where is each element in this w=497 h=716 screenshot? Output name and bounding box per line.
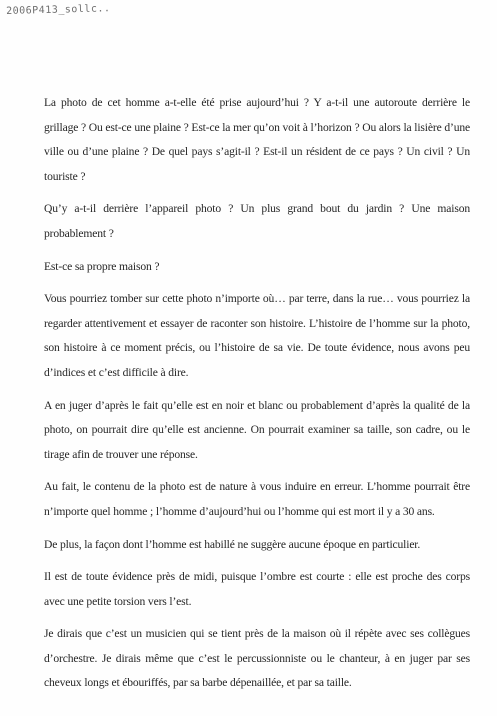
paragraph-2: Qu’y a-t-il derrière l’appareil photo ? Un plus grand bout du jardin ? Une maison probablement ? <box>44 202 470 240</box>
handwritten-document-code: 2006P413_sollc.. <box>6 3 111 17</box>
paragraph-7: De plus, la façon dont l’homme est habillé ne suggère aucune époque en particulier. <box>44 537 421 551</box>
paragraph-8: Il est de toute évidence près de midi, puisque l’ombre est courte : elle est proche des corps avec une petite torsion vers l’est. <box>44 570 470 608</box>
paragraph-1: La photo de cet homme a-t-elle été prise aujourd’hui ? Y a-t-il une autoroute derrière le grillage ? Ou est-ce une plaine ? Est-ce la mer qu’on voit à l’horizon ? Ou alors la lisière d’une ville ou d’une plaine ? De quel pays s’agit-il ? Est-il un résident de ce pays ? Un civil ? Un touriste ? <box>44 96 470 183</box>
body-text <box>44 91 470 704</box>
paragraph-5: A en juger d’après le fait qu’elle est en noir et blanc ou probablement d’après la qualité de la photo, on pourrait dire qu’elle est ancienne. On pourrait examiner sa taille, son cadre, ou le tirage afin de trouver une réponse. <box>44 398 470 461</box>
paragraph-4: Vous pourriez tomber sur cette photo n’importe où… par terre, dans la rue… vous pourriez la regarder attentivement et essayer de raconter son histoire. L’histoire de l’homme sur la photo, son histoire à ce moment précis, ou l’histoire de sa vie. De toute évidence, nous avons peu d’indices et c’est difficile à dire. <box>44 292 470 379</box>
paragraph-3: Est-ce sa propre maison ? <box>44 259 160 273</box>
paragraph-6: Au fait, le contenu de la photo est de nature à vous induire en erreur. L’homme pourrait être n’importe quel homme ; l’homme d’aujourd’hui ou l’homme qui est mort il y a 30 ans. <box>44 480 470 518</box>
paragraph-9: Je dirais que c’est un musicien qui se tient près de la maison où il répète avec ses collègues d’orchestre. Je dirais même que c’est le percussionniste ou le chanteur, à en juger par ses cheveux longs et ébouriffés, par sa barbe dépenaillée, et par sa taille. <box>44 627 470 690</box>
